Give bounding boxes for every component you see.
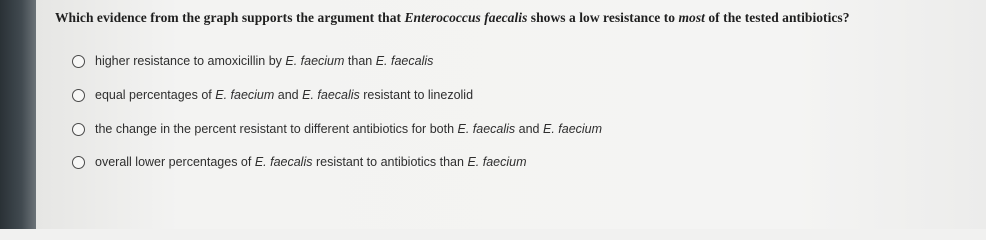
question-species: Enterococcus faecalis: [404, 10, 528, 25]
answer-option-label: [95, 54, 433, 68]
radio-button-4[interactable]: [72, 156, 85, 169]
page-background: [36, 0, 986, 229]
option-text: than: [344, 54, 376, 68]
question-middle: shows a low resistance to: [527, 10, 679, 25]
species-name: E. faecium: [467, 155, 527, 169]
question-prefix: Which evidence from the graph supports the argument that: [55, 10, 405, 25]
option-text: and: [515, 122, 543, 136]
option-text: higher resistance to amoxicillin by: [95, 54, 286, 68]
option-text: the change in the percent resistant to different antibiotics for both: [95, 122, 458, 136]
question-text: [55, 10, 980, 26]
question-suffix: of the tested antibiotics?: [704, 10, 850, 25]
species-name: E. faecalis: [302, 88, 360, 102]
species-name: E. faecalis: [254, 155, 313, 169]
answer-option-4[interactable]: [72, 152, 527, 172]
species-name: E. faecium: [542, 122, 603, 136]
answer-option-label: [95, 122, 602, 136]
question-most: most: [678, 10, 705, 25]
answer-option-1[interactable]: [72, 51, 433, 71]
answer-option-label: [95, 88, 473, 102]
answer-option-3[interactable]: [72, 119, 602, 139]
option-text: resistant to linezolid: [359, 88, 474, 102]
species-name: E. faecium: [285, 54, 345, 68]
answer-option-label: [95, 155, 527, 169]
left-edge-shadow: [0, 0, 36, 229]
radio-button-2[interactable]: [72, 89, 85, 102]
option-text: overall lower percentages of: [95, 155, 255, 169]
radio-button-3[interactable]: [72, 123, 85, 136]
radio-button-1[interactable]: [72, 55, 85, 68]
species-name: E. faecium: [215, 88, 275, 102]
species-name: E. faecalis: [457, 122, 516, 136]
answer-option-2[interactable]: [72, 85, 473, 105]
species-name: E. faecalis: [375, 54, 434, 68]
option-text: resistant to antibiotics than: [312, 155, 468, 169]
option-text: equal percentages of: [95, 88, 216, 102]
option-text: and: [274, 88, 303, 102]
